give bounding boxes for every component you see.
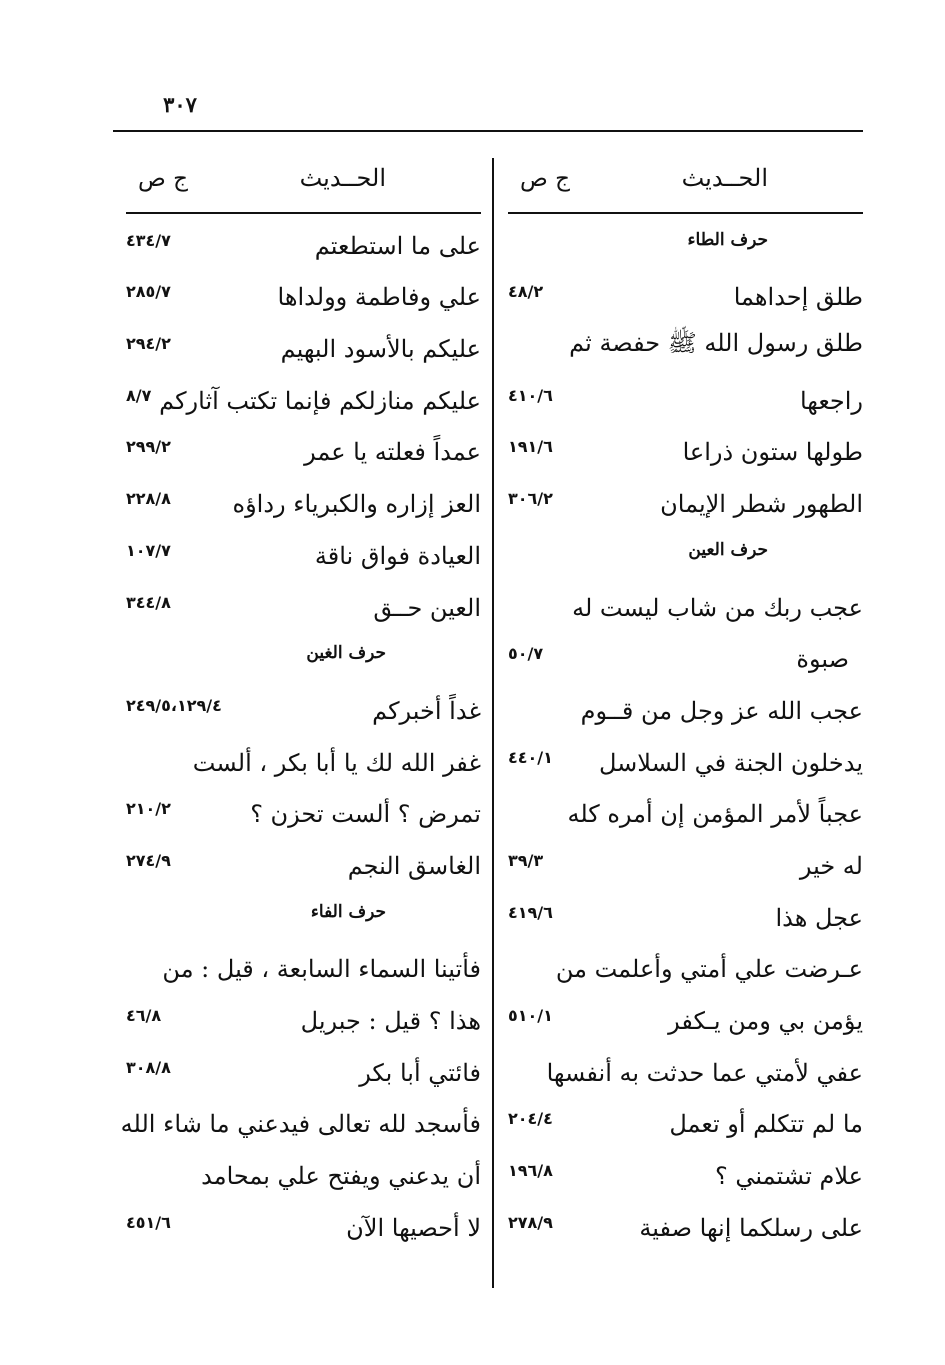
index-entry bbox=[508, 834, 863, 886]
index-entry bbox=[126, 679, 481, 731]
volume-page-ref: ٤٣٤/٧ bbox=[126, 230, 171, 250]
index-entry bbox=[126, 783, 481, 835]
volume-page-ref: ٨/٧ bbox=[126, 385, 152, 405]
index-entry bbox=[126, 989, 481, 1041]
hadith-text: علام تشتمني ؟ bbox=[715, 1162, 863, 1191]
index-entry bbox=[508, 1041, 863, 1093]
index-entry bbox=[126, 1041, 481, 1093]
hadith-text: غفر الله لك يا أبا بكر ، ألست bbox=[192, 748, 481, 777]
hadith-text: هذا ؟ قيل : جبريل bbox=[300, 1007, 481, 1035]
index-entry bbox=[508, 576, 863, 628]
section-heading bbox=[126, 886, 481, 938]
hadith-text: لا أحصيها الآن bbox=[346, 1213, 481, 1242]
hadith-text: يؤمن بي ومن يـكفر bbox=[668, 1007, 863, 1035]
hadith-text: الطهور شطر الإيمان bbox=[660, 490, 863, 519]
index-entry bbox=[126, 369, 481, 421]
hadith-text: عجب ربك من شاب ليست له bbox=[572, 593, 863, 622]
hadith-text: له خير bbox=[799, 851, 863, 880]
index-entry bbox=[126, 1196, 481, 1248]
index-entry bbox=[508, 886, 863, 938]
hadith-text: العز إزاره والكبرياء رداؤه bbox=[232, 490, 481, 519]
index-entry bbox=[126, 317, 481, 369]
volume-page-ref: ٣٩/٣ bbox=[508, 850, 544, 870]
index-entry bbox=[126, 576, 481, 628]
column-divider bbox=[492, 158, 494, 1288]
index-entry bbox=[508, 938, 863, 990]
index-entry bbox=[508, 1093, 863, 1145]
hadith-text: العيادة فواق ناقة bbox=[314, 541, 481, 570]
right-column-header bbox=[508, 150, 863, 214]
hadith-text: عليكم منازلكم فإنما تكتب آثاركم bbox=[159, 386, 481, 415]
volume-page-ref: ٢٤٩/٥،١٢٩/٤ bbox=[126, 695, 222, 715]
index-entry bbox=[508, 472, 863, 524]
volume-page-ref: ٣٠٨/٨ bbox=[126, 1057, 171, 1077]
section-title: حرف الفاء bbox=[310, 901, 386, 922]
volume-page-column-title: ج ص bbox=[138, 166, 188, 192]
hadith-text: الغاسق النجم bbox=[347, 851, 481, 880]
index-entry bbox=[508, 1196, 863, 1248]
index-entry bbox=[508, 317, 863, 369]
hadith-column-title: الحــديث bbox=[299, 164, 386, 192]
volume-page-ref: ٤١٩/٦ bbox=[508, 902, 553, 922]
section-heading bbox=[126, 628, 481, 680]
volume-page-ref: ١٩٦/٨ bbox=[508, 1161, 553, 1181]
volume-page-ref: ٢٠٤/٤ bbox=[508, 1109, 553, 1129]
hadith-text: أن يدعني ويفتح علي بمحامد bbox=[201, 1162, 481, 1191]
volume-page-ref: ٢٧٨/٩ bbox=[508, 1212, 553, 1232]
volume-page-ref: ٣٤٤/٨ bbox=[126, 592, 171, 612]
index-entry bbox=[126, 214, 481, 266]
left-column-lines bbox=[120, 214, 481, 1248]
hadith-text: طولها ستون ذراعا bbox=[682, 438, 863, 467]
left-column bbox=[120, 150, 481, 1248]
index-entry bbox=[508, 628, 863, 680]
index-entry bbox=[508, 266, 863, 318]
index-entry bbox=[508, 421, 863, 473]
hadith-text: فائتي أبا بكر bbox=[359, 1058, 481, 1087]
volume-page-column-title: ج ص bbox=[520, 166, 570, 192]
hadith-text: عليكم بالأسود البهيم bbox=[280, 335, 481, 364]
volume-page-ref: ٢٨٥/٧ bbox=[126, 282, 171, 302]
volume-page-ref: ٤٥١/٦ bbox=[126, 1212, 171, 1232]
top-rule bbox=[113, 130, 863, 132]
hadith-text: عجباً لأمر المؤمن إن أمره كله bbox=[567, 800, 863, 829]
hadith-text: عجل هذا bbox=[775, 903, 863, 932]
index-entry bbox=[508, 731, 863, 783]
hadith-text: فأسجد لله تعالى فيدعني ما شاء الله bbox=[120, 1110, 481, 1139]
volume-page-ref: ١٠٧/٧ bbox=[126, 540, 171, 560]
index-entry bbox=[126, 1144, 481, 1196]
hadith-text: طلق إحداهما bbox=[733, 283, 863, 312]
section-title: حرف الطاء bbox=[687, 229, 768, 250]
hadith-column-title: الحــديث bbox=[681, 164, 768, 192]
volume-page-ref: ٤٦/٨ bbox=[126, 1006, 162, 1025]
section-title: حرف الغين bbox=[306, 643, 386, 664]
hadith-text: يدخلون الجنة في السلاسل bbox=[598, 748, 863, 777]
right-column bbox=[508, 150, 863, 1248]
volume-page-ref: ٥٠/٧ bbox=[508, 644, 544, 664]
hadith-text: فأتينا السماء السابعة ، قيل : من bbox=[162, 955, 481, 984]
hadith-text: غداً أخبركم bbox=[372, 696, 481, 725]
left-column-header bbox=[126, 150, 481, 214]
volume-page-ref: ٣٠٦/٢ bbox=[508, 489, 553, 509]
hadith-text: علي وفاطمة وولداها bbox=[277, 283, 481, 312]
hadith-text: العين حــق bbox=[373, 593, 481, 622]
hadith-text: عفي لأمتي عما حدثت به أنفسها bbox=[546, 1058, 863, 1087]
section-title: حرف العين bbox=[688, 539, 768, 560]
volume-page-ref: ٥١٠/١ bbox=[508, 1006, 553, 1025]
index-entry bbox=[126, 834, 481, 886]
section-heading bbox=[508, 524, 863, 576]
volume-page-ref: ٤٨/٢ bbox=[508, 282, 544, 302]
volume-page-ref: ٤١٠/٦ bbox=[508, 385, 553, 405]
hadith-text: ما لم تتكلم أو تعمل bbox=[669, 1110, 863, 1139]
volume-page-ref: ١٩١/٦ bbox=[508, 437, 553, 457]
index-entry bbox=[126, 421, 481, 473]
index-entry bbox=[126, 266, 481, 318]
volume-page-ref: ٢١٠/٢ bbox=[126, 799, 171, 819]
index-entry bbox=[126, 524, 481, 576]
right-column-lines bbox=[508, 214, 863, 1248]
index-entry bbox=[126, 938, 481, 990]
index-entry bbox=[508, 783, 863, 835]
index-entry bbox=[508, 1144, 863, 1196]
hadith-text: عمداً فعلته يا عمر bbox=[304, 438, 481, 467]
hadith-text: عجب الله عز وجل من قــوم bbox=[580, 696, 863, 725]
volume-page-ref: ٢٧٤/٩ bbox=[126, 850, 171, 870]
index-entry bbox=[120, 1093, 481, 1145]
volume-page-ref: ٢٩٩/٢ bbox=[126, 437, 171, 457]
index-entry bbox=[508, 369, 863, 421]
hadith-text: طلق رسول الله ﷺ حفصة ثم bbox=[569, 329, 863, 358]
hadith-text: تمرض ؟ ألست تحزن ؟ bbox=[250, 800, 481, 829]
volume-page-ref: ٢٢٨/٨ bbox=[126, 489, 171, 509]
hadith-text: على رسلكما إنها صفية bbox=[639, 1213, 863, 1242]
index-entry bbox=[508, 989, 863, 1041]
index-entry bbox=[126, 472, 481, 524]
index-entry bbox=[126, 731, 481, 783]
page-number: ٣٠٧ bbox=[163, 92, 197, 117]
index-entry bbox=[508, 679, 863, 731]
section-heading bbox=[508, 214, 863, 266]
hadith-text: على ما استطعتم bbox=[314, 231, 481, 260]
volume-page-ref: ٢٩٤/٢ bbox=[126, 334, 171, 354]
hadith-text: صبوة bbox=[796, 645, 849, 674]
volume-page-ref: ٤٤٠/١ bbox=[508, 747, 553, 767]
hadith-text: عـرضت علي أمتي وأعلمت من bbox=[555, 955, 863, 984]
hadith-text: راجعها bbox=[799, 386, 863, 415]
